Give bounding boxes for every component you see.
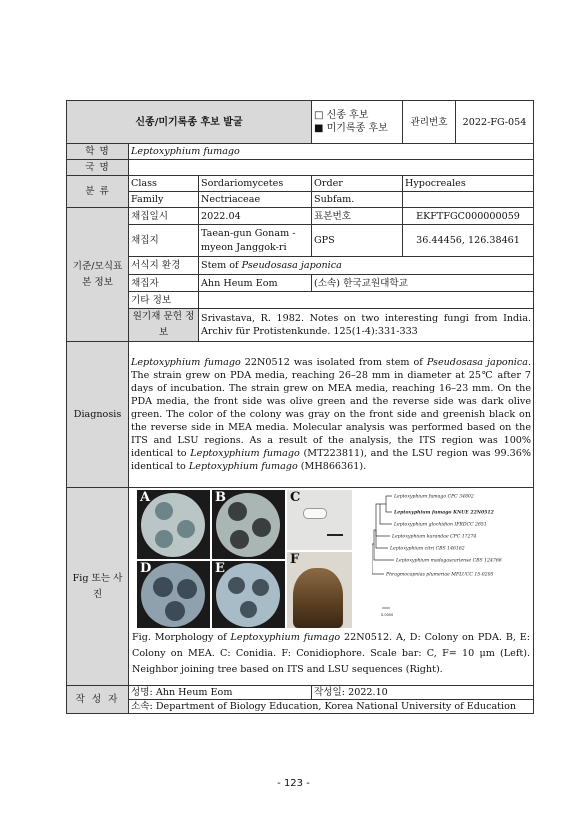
habitat-value	[199, 257, 534, 275]
other-info-value	[199, 292, 534, 309]
colony	[252, 518, 271, 537]
tree-taxon: Leptoxyphium citri CBS 146162	[390, 546, 465, 552]
figure-label: Fig 또는 사진	[67, 488, 129, 686]
class-value: Sordariomycetes	[199, 176, 312, 192]
scientific-name-value: Leptoxyphium fumago	[129, 144, 534, 160]
diagnosis-part-4: (MH866361).	[297, 461, 367, 472]
author-date-label: 작성일:	[314, 687, 346, 698]
colony	[228, 502, 247, 521]
collection-date-label: 채집일시	[129, 208, 199, 225]
family-label: Family	[129, 192, 199, 208]
option-unrecorded-species: ■ 미기록종 후보	[314, 123, 388, 134]
panel-letter-b: B	[215, 490, 226, 505]
collection-date-value: 2022.04	[199, 208, 312, 225]
scale-bar	[327, 534, 343, 536]
specimen-info-label: 기준/모식표 본 정보	[67, 208, 129, 342]
tree-taxon: Leptoxyphium glochidion IFRDCC 2651	[394, 522, 487, 528]
colony	[230, 530, 249, 549]
panel-letter-e: E	[215, 561, 225, 576]
figure-caption	[132, 628, 530, 678]
colony	[155, 530, 173, 548]
habitat-prefix: Stem of	[201, 260, 242, 271]
diagnosis-species-3: Leptoxyphium fumago	[188, 461, 298, 472]
panel-c-photo	[287, 490, 352, 550]
panel-d-photo	[137, 561, 210, 628]
diagnosis-species: Leptoxyphium fumago	[131, 357, 241, 368]
colony	[240, 601, 257, 618]
author-date	[312, 686, 534, 700]
tree-taxon: Leptoxyphium madagascariense CBS 124766	[396, 558, 502, 564]
class-label: Class	[129, 176, 199, 192]
caption-rest: 22N0512. A, D: Colony on PDA. B, E: Colony on MEA. C: Conidia. F: Conidiophore. Scale bar: C, F= 10 μm (Left). Neighbor joining tree based on ITS and LSU sequences (Right).	[132, 632, 531, 675]
option-new-species: □ 신종 후보	[314, 110, 369, 121]
collector-label: 채집자	[129, 275, 199, 292]
specimen-number-value: EKFTFGC000000059	[403, 208, 534, 225]
figure-cell	[129, 488, 534, 686]
classification-label: 분 류	[67, 176, 129, 208]
habitat-host-species: Pseudosasa japonica	[241, 260, 342, 271]
collector-value: Ahn Heum Eom	[199, 275, 312, 292]
reference-label: 원기재 문헌 정보	[129, 309, 199, 342]
tree-taxon: Leptoxyphium fumago CPC 34802	[394, 494, 474, 500]
panel-f-photo	[287, 552, 352, 628]
colony	[252, 579, 269, 596]
diagnosis-label: Diagnosis	[67, 342, 129, 488]
gps-value: 36.44456, 126.38461	[403, 225, 534, 257]
phylogenetic-tree	[372, 490, 529, 626]
diagnosis-part-3: (MT223811), and the LSU region was 99.36% identical to	[131, 448, 532, 472]
collection-site-value: Taean-gun Gonam -myeon Janggok-ri	[199, 225, 312, 257]
tree-taxon-query: Leptoxyphium fumago KNUE 22N0512	[394, 510, 494, 516]
author-name-value: Ahn Heum Eom	[155, 687, 233, 698]
tree-taxon: Phragmocapnias plumeriae MFLUCC 15-0205	[386, 572, 494, 578]
management-number-label: 관리번호	[403, 101, 456, 143]
author-affiliation	[129, 700, 534, 714]
collector-affiliation: (소속) 한국교원대학교	[312, 275, 534, 292]
scientific-name-label: 학 명	[67, 144, 129, 160]
page-number: - 123 -	[277, 778, 310, 789]
conidium	[303, 508, 327, 519]
colony	[177, 520, 195, 538]
panel-e-photo	[212, 561, 285, 628]
colony	[228, 577, 245, 594]
diagnosis-part-2: The strain grew on PDA media, reaching 26–28 mm in diameter at 25℃ after 7 days of incubation. The strain grew on MEA media, reaching 16–23 mm. On the PDA media, the front side was olive green and the reverse side was dark olive green. The color of the colony was gray on the front side and greenish black on the reverse side in MEA media. Molecular analysis was performed based on the ITS and LSU regions. As a result of the analysis, the ITS region was 100% identical to	[131, 370, 532, 459]
collection-site-label: 채집지	[129, 225, 199, 257]
tree-taxon: Leptoxyphium kurandae CPC 17274	[392, 534, 477, 540]
subfamily-value	[403, 192, 534, 208]
panel-b-photo	[212, 490, 285, 559]
caption-species: Leptoxyphium fumago	[230, 632, 341, 643]
author-name	[129, 686, 312, 700]
korean-name-value	[129, 160, 534, 176]
order-label: Order	[312, 176, 403, 192]
subfamily-label: Subfam.	[312, 192, 403, 208]
panel-letter-a: A	[140, 490, 151, 505]
panel-letter-d: D	[140, 561, 152, 576]
form-title: 신종/미기록종 후보 발굴	[67, 101, 312, 144]
caption-prefix: Fig. Morphology of	[132, 632, 231, 643]
colony	[155, 502, 173, 520]
colony	[177, 579, 197, 599]
gps-label: GPS	[312, 225, 403, 257]
author-affiliation-value: Department of Biology Education, Korea National University of Education	[155, 701, 517, 712]
order-value: Hypocreales	[403, 176, 534, 192]
author-date-value: 2022.10	[348, 687, 388, 698]
management-number	[403, 101, 534, 144]
habitat-label: 서식지 환경	[129, 257, 199, 275]
panel-letter-c: C	[290, 490, 301, 505]
colony	[153, 577, 173, 597]
colony	[165, 601, 185, 621]
specimen-number-label: 표본번호	[312, 208, 403, 225]
author-name-label: 성명:	[131, 687, 153, 698]
diagnosis-species-2: Leptoxyphium fumago	[190, 448, 300, 459]
diagnosis-host: Pseudosasa japonica.	[426, 357, 532, 368]
panel-letter-f: F	[290, 552, 300, 567]
family-value: Nectriaceae	[199, 192, 312, 208]
diagnosis-part-1: 22N0512 was isolated from stem of	[240, 357, 427, 368]
author-affiliation-label: 소속:	[131, 701, 153, 712]
conidiophore	[293, 568, 343, 628]
author-label: 작 성 자	[67, 686, 129, 714]
reference-text: Srivastava, R. 1982. Notes on two interesting fungi from India. Archiv für Protistenkunde. 125(1-4):331-333	[199, 309, 534, 342]
other-info-label: 기타 정보	[129, 292, 199, 309]
diagnosis-text	[129, 342, 534, 488]
panel-a-photo	[137, 490, 210, 559]
tree-scale-label: 0.0050	[381, 613, 394, 617]
candidate-type	[312, 101, 403, 144]
petri-dish	[140, 490, 205, 557]
korean-name-label: 국 명	[67, 160, 129, 176]
figure-plate	[132, 490, 530, 628]
management-number-value: 2022-FG-054	[462, 116, 527, 128]
species-record-table	[66, 100, 534, 714]
